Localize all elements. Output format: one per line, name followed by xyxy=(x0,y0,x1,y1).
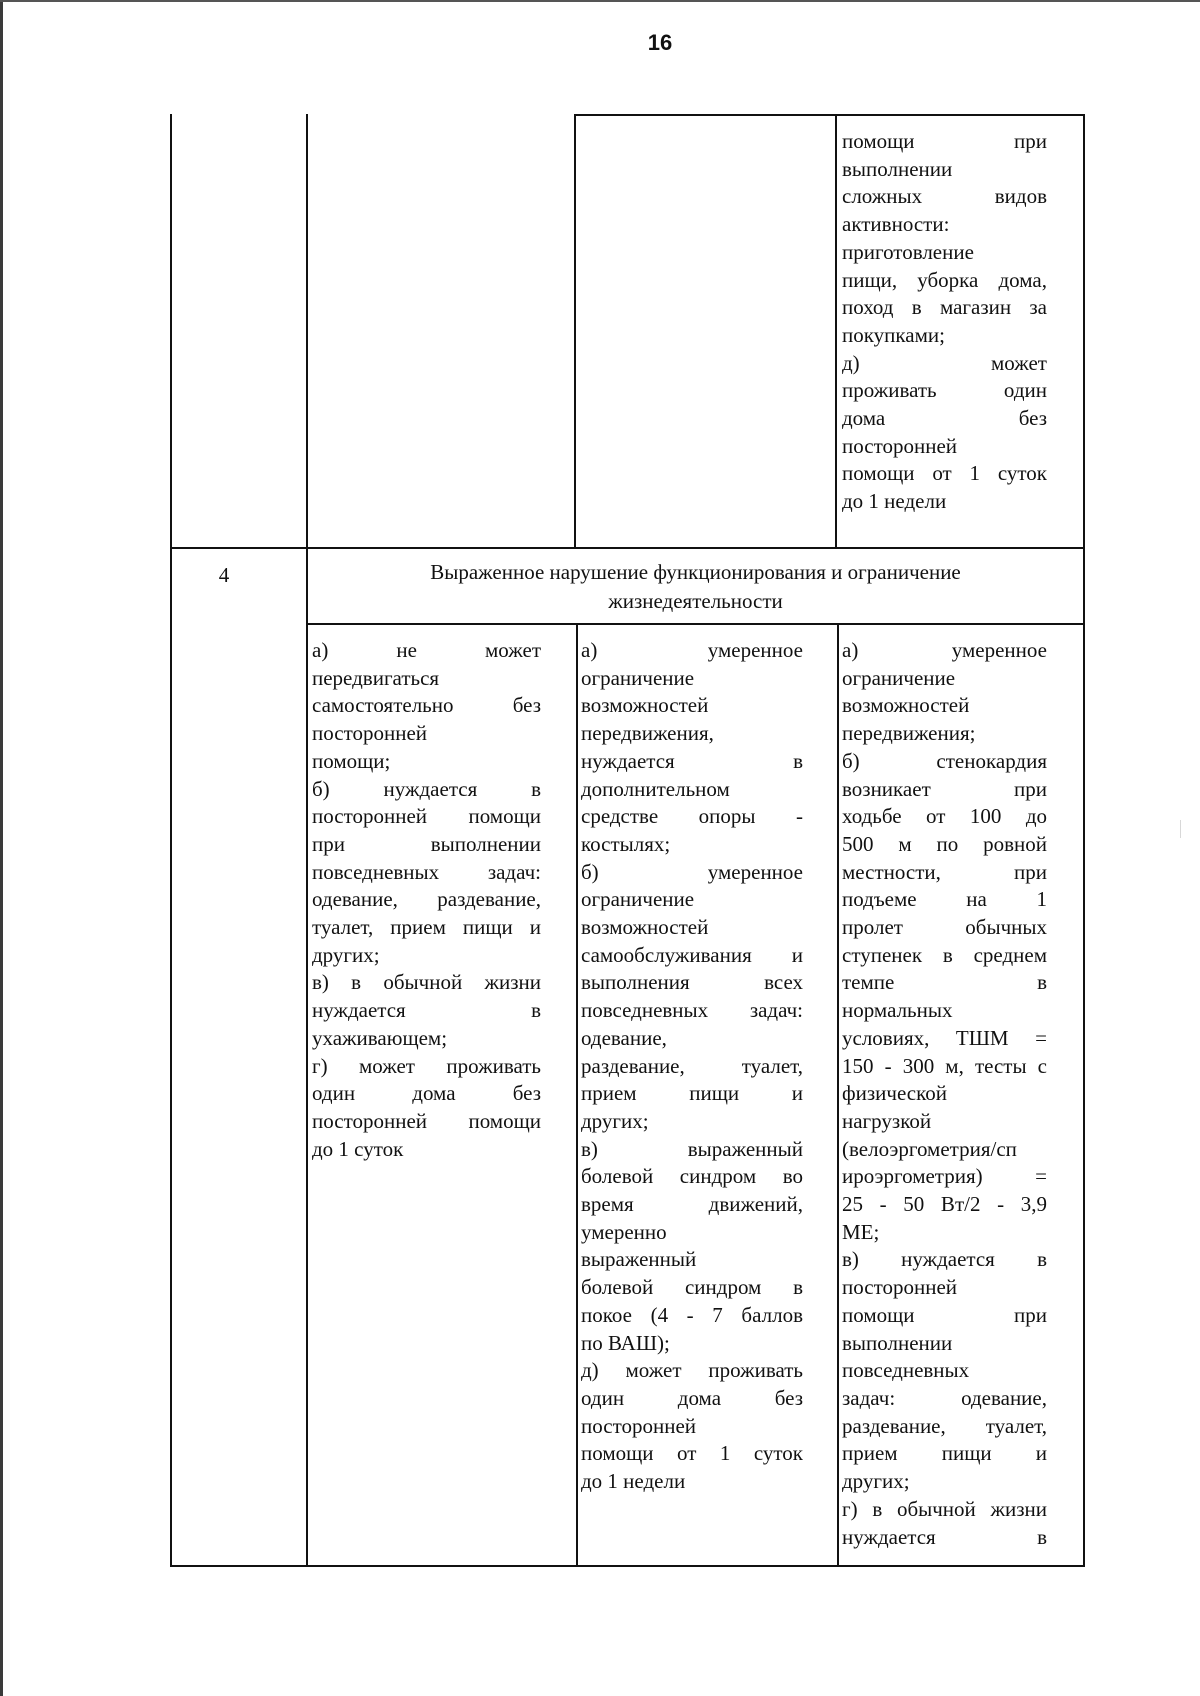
section-title-line: Выраженное нарушение функционирования и ограничение xyxy=(430,560,961,584)
section-title-line: жизнедеятельности xyxy=(608,589,783,613)
cell-text-line: 25 - 50 Вт/2 - 3,9 xyxy=(842,1192,1047,1217)
cell-text-line: костылях; xyxy=(581,831,671,856)
cell-text-line: до 1 недели xyxy=(581,1469,686,1494)
table-rule-right xyxy=(1083,114,1085,1567)
cell-text-line: одевание, xyxy=(581,1025,667,1050)
cell-text-line: активности: xyxy=(842,212,950,237)
cell-text-line: раздевание, туалет, xyxy=(842,1413,1047,1438)
cell-text-line: ироэргометрия) = xyxy=(842,1164,1047,1189)
cell-text-line: возникает при xyxy=(842,776,1047,801)
cell-text-line: МЕ; xyxy=(842,1219,880,1244)
section-title xyxy=(308,558,1083,616)
cell-text-line: передвижения, xyxy=(581,721,714,746)
cell-text-line: (велоэргометрия/сп xyxy=(842,1136,1017,1161)
cell-text-line: выполнении xyxy=(842,1330,953,1355)
cell-text-line: возможностей xyxy=(581,693,709,718)
cell-text-line: а) не может xyxy=(312,638,541,662)
cell-text-line: помощи от 1 суток xyxy=(581,1441,803,1466)
cell-text-line: пищи, уборка дома, xyxy=(842,267,1047,292)
cell-text-line: покое (4 - 7 баллов xyxy=(581,1302,803,1327)
table-rule-col3 xyxy=(835,114,837,549)
cell-text-line: сложных видов xyxy=(842,184,1047,209)
cell-text-line: г) может проживать xyxy=(312,1053,541,1078)
cell-text-line: повседневных задач: xyxy=(581,998,803,1023)
cell-text-line: посторонней xyxy=(842,433,958,458)
cell-text-line: болевой синдром во xyxy=(581,1164,803,1189)
table-rule-col1 xyxy=(306,114,308,1567)
cell-text-line: а) умеренное xyxy=(581,638,803,662)
cell-text-line: раздевание, туалет, xyxy=(581,1053,803,1078)
cell-text-line: возможностей xyxy=(842,693,970,718)
cell-text-line: передвигаться xyxy=(312,665,440,690)
cell-text-line: проживать один xyxy=(842,378,1047,403)
cell-text-line: выполнения всех xyxy=(581,970,803,995)
cell-text-line: покупками; xyxy=(842,322,945,347)
table-rule-top-right xyxy=(574,114,1085,116)
cell-text-line: умеренно xyxy=(581,1219,667,1244)
cell-text-line: нуждается в xyxy=(581,748,803,773)
cell-text-line: посторонней xyxy=(312,721,428,746)
cell-text-line: приготовление xyxy=(842,239,974,264)
cell-text-line: ограничение xyxy=(842,665,956,690)
row-number: 4 xyxy=(218,563,230,587)
cell-text-line: выраженный xyxy=(581,1247,697,1272)
cell-text-line: одевание, раздевание, xyxy=(312,887,541,912)
cell-text-line: в) выраженный xyxy=(581,1136,803,1161)
cell-text-line: в) в обычной жизни xyxy=(312,970,541,995)
cell-text-line: повседневных xyxy=(842,1358,970,1383)
table-rule-col2-lower xyxy=(576,623,578,1567)
cell-text-line: посторонней xyxy=(842,1275,958,1300)
cell-text-line: прием пищи и xyxy=(842,1441,1047,1466)
cell-text-line: ограничение xyxy=(581,887,695,912)
cell-text-line: б) умеренное xyxy=(581,859,803,884)
cell-text-line: туалет, прием пищи и xyxy=(312,915,541,940)
detail-row-col4-text xyxy=(842,637,1047,1551)
cell-text-line: ступенек в среднем xyxy=(842,942,1047,967)
cell-text-line: д) может проживать xyxy=(581,1358,803,1383)
cell-text-line: подъеме на 1 xyxy=(842,887,1047,912)
cell-text-line: один дома без xyxy=(312,1081,541,1106)
cell-text-line: б) стенокардия xyxy=(842,748,1047,773)
table-rule-section-divider xyxy=(306,623,1085,625)
cell-text-line: повседневных задач: xyxy=(312,859,541,884)
cell-text-line: нагрузкой xyxy=(842,1108,932,1133)
cell-text-line: условиях, ТШМ = xyxy=(842,1025,1047,1050)
cell-text-line: г) в обычной жизни xyxy=(842,1496,1047,1521)
cell-text-line: самообслуживания и xyxy=(581,942,803,967)
scan-mark xyxy=(1180,820,1181,838)
cell-text-line: время движений, xyxy=(581,1192,803,1217)
cell-text-line: помощи; xyxy=(312,748,391,773)
cell-text-line: посторонней xyxy=(581,1413,697,1438)
cell-text-line: нормальных xyxy=(842,998,953,1023)
cell-text-line: ходьбе от 100 до xyxy=(842,804,1047,829)
cell-text-line: возможностей xyxy=(581,915,709,940)
cell-text-line: до 1 недели xyxy=(842,489,947,514)
cell-text-line: нуждается в xyxy=(312,998,541,1023)
cell-text-line: 500 м по ровной xyxy=(842,831,1047,856)
top-row-col4-text xyxy=(842,128,1047,516)
cell-text-line: б) нуждается в xyxy=(312,776,541,801)
cell-text-line: посторонней помощи xyxy=(312,1108,541,1133)
cell-text-line: других; xyxy=(581,1108,649,1133)
cell-text-line: передвижения; xyxy=(842,721,976,746)
cell-text-line: поход в магазин за xyxy=(842,295,1047,320)
cell-text-line: при выполнении xyxy=(312,831,541,856)
cell-text-line: до 1 суток xyxy=(312,1136,404,1161)
cell-text-line: один дома без xyxy=(581,1385,803,1410)
cell-text-line: 150 - 300 м, тесты с xyxy=(842,1053,1047,1078)
cell-text-line: посторонней помощи xyxy=(312,804,541,829)
cell-text-line: задач: одевание, xyxy=(842,1385,1047,1410)
cell-text-line: темпе в xyxy=(842,970,1047,995)
cell-text-line: д) может xyxy=(842,350,1047,375)
cell-text-line: пролет обычных xyxy=(842,915,1047,940)
table-rule-col2 xyxy=(574,114,576,549)
cell-text-line: помощи от 1 суток xyxy=(842,461,1047,486)
cell-text-line: ухаживающем; xyxy=(312,1025,448,1050)
detail-row-col3-text xyxy=(581,637,803,1496)
cell-text-line: по ВАШ); xyxy=(581,1330,670,1355)
cell-text-line: физической xyxy=(842,1081,947,1106)
cell-text-line: а) умеренное xyxy=(842,638,1047,662)
cell-text-line: средстве опоры - xyxy=(581,804,803,829)
cell-text-line: местности, при xyxy=(842,859,1047,884)
cell-text-line: самостоятельно без xyxy=(312,693,541,718)
cell-text-line: других; xyxy=(312,942,380,967)
cell-text-line: дома без xyxy=(842,406,1047,431)
table-rule-col3-lower xyxy=(837,623,839,1567)
cell-text-line: в) нуждается в xyxy=(842,1247,1047,1272)
cell-text-line: других; xyxy=(842,1469,910,1494)
detail-row-col2-text xyxy=(312,637,541,1163)
cell-text-line: нуждается в xyxy=(842,1524,1047,1549)
page-number: 16 xyxy=(647,30,673,55)
cell-text-line: болевой синдром в xyxy=(581,1275,803,1300)
cell-text-line: дополнительном xyxy=(581,776,730,801)
cell-text-line: помощи при xyxy=(842,1302,1047,1327)
cell-text-line: прием пищи и xyxy=(581,1081,803,1106)
cell-text-line: выполнении xyxy=(842,156,953,181)
table-rule-left xyxy=(170,114,172,1567)
cell-text-line: помощи при xyxy=(842,129,1047,153)
cell-text-line: ограничение xyxy=(581,665,695,690)
